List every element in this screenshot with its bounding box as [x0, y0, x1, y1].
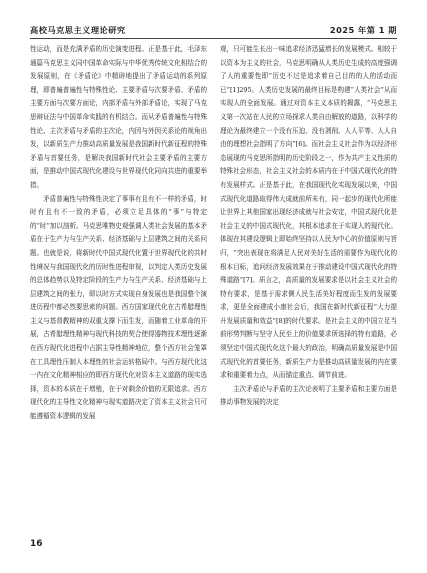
issue-label: 2025 年第 1 期 — [329, 25, 397, 35]
paragraph: 观，只可能生长出一味追求经济迅猛增长的发展模式。相较于以资本为主义的社会，马克思明确从人类历史生成的高度强调了人的重要性即“历史不过是追求着自己目的的人的活动而已”[1]295。人类历史发展的最终目标是构建“人类社会”从而实现人的全面发展。通过对资本主义本质的揭露，“马克思主义第一次站在人民的立场探求人类自由解放的道路，以科学的理论为最终建立一个没有压迫、没有剥削、人人平等、人人自由的理想社会指明了方向”[6]。而社会主义社会作为以经济形态展现的马克思所指明的历史阶段之一，作为共产主义性质的特殊社会形态，社会主义社会的本质内在于中国式现代化的特有发展样式。正是基于此，在我国现代化实现发展以来，中国式现代化道路取得伟大成就前所未有，同一起步的现代化所能让世界上其他国家出现经济成就与社会安定，中国式现代化是社会主义的中国式现代化，其根本追求在于实现人的现代化。体现在其建设逻辑上即始终坚持以人民为中心的价值原则与旨归，“突出表现在将满足人民对美好生活的需要作为现代化的根本目标，追问经济发展效果在于推动建设中国式现代化的特殊道路”[7]。质言之，高质量的发展要求是以社会主义社会的特有要求，是基于需求侧人民生活美好程度而生发的发展要求，更是全面建成小康社会后，我国在新时代新征程“大力提升发展质量和效益”[8]的时代要求。是社会主义的中国立足当前形势判断与坚守人民至上的价值要求所选择的特有道路，必须坚定中国式现代化这个最大的政治，明确高质量发展是中国式现代化的首要任务，新质生产力是推动高质量发展的内在要求和重要着力点，从而锚定重点、调节前进。 — [220, 45, 397, 380]
header-rule — [30, 38, 397, 39]
journal-title: 高校马克思主义理论研究 — [30, 25, 126, 35]
running-header — [30, 22, 397, 36]
right-column — [220, 43, 397, 528]
page-number: 16 — [30, 539, 43, 549]
left-column — [30, 43, 207, 528]
paragraph: 矛盾普遍性与特殊性决定了事事有且有不一样的矛盾，时时有且有不一致的矛盾，必须立足具体的“事”与特定的“时”加以剖析。马克思唯物史观强调人类社会发展的基本矛盾在于生产力与生产关系、经济基础与上层建筑之间的关系问题。也就是说，将新时代中国式现代化置于世界现代化的共时性境况与我国现代化的历时性进程审视，以判定人类历史发展的总体趋势以及特定阶段的生产力与生产关系、经济基础与上层建筑之间的张力，即以时方式实现自身发展也是我国整个演进历程中都必然要思索的问题。西方国家现代化在古希腊理性主义与基督教精神的双重支撑下而生发，而随着工业革命的开展，古希腊理性精神与现代科技的契合使得器物技术理性逐渐在西方现代化进程中占据主导性精神地位，整个西方社会笼罩在工具理性压制人本理性的社会运转格局中。与西方现代化这一内在文化精神相应的即西方现代化对资本主义道路的现实选择，资本的本质在于增殖，在于对剩余价值的无限追求。西方现代化的主导性文化精神与现实道路决定了资本主义社会只可能遵循资本逻辑的发展 — [30, 194, 207, 421]
paragraph: 主次矛盾论与矛盾的主次论表明了主要矛盾和主要方面是推动事物发展的决定 — [220, 384, 397, 407]
paragraph: 性运动，而是充满矛盾的历史演变进程。正是基于此，毛泽东通篇马克思主义同中国革命实际与中华优秀传统文化相结合的发展原则，在《矛盾论》中精辟地提出了矛盾运动的系列原理，即普遍普遍性与特殊性论、主要矛盾与次要矛盾、矛盾的主要方面与次要方面论，内部矛盾与外部矛盾论，实现了马克思辩证法与中国革命实践的有机结合。而从矛盾普遍性与特殊性论、主次矛盾与矛盾的主次论，内因与外因关系论的视角出发，以新质生产力推动高质量发展是我国新时代新征程的特殊矛盾与首要任务，是解决我国新时代社会主要矛盾的主要方面，是推动中国式现代化建设与世界现代化同向共进的重要举措。 — [30, 45, 207, 189]
